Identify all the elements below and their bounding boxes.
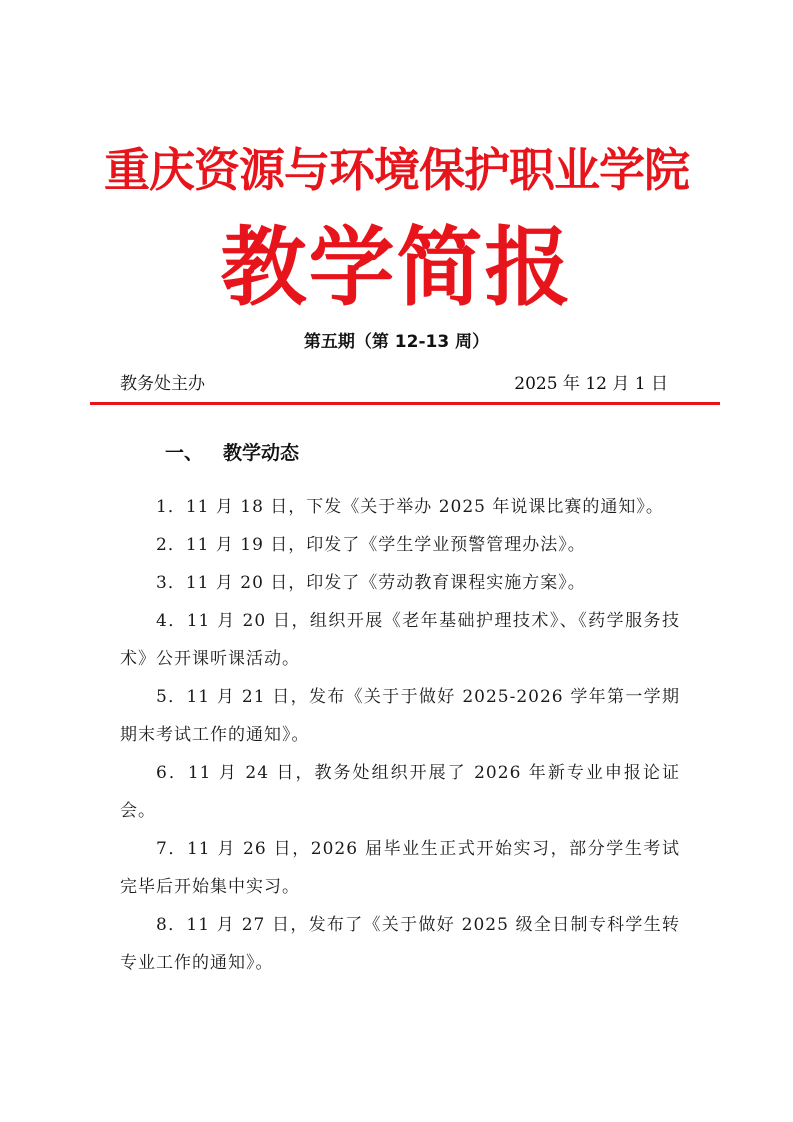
list-item: 3．11 月 20 日，印发了《劳动教育课程实施方案》。 xyxy=(156,573,586,593)
publish-date: 2025 年 12 月 1 日 xyxy=(514,374,668,394)
list-item: 5．11 月 21 日，发布《关于于做好 2025-2026 学年第一学期期末考试工作的通知》。 xyxy=(120,687,680,745)
school-name: 重庆资源与环境保护职业学院 xyxy=(104,143,689,197)
list-item: 6．11 月 24 日，教务处组织开展了 2026 年新专业申报论证会。 xyxy=(120,763,680,821)
news-list xyxy=(120,488,680,982)
organizer: 教务处主办 xyxy=(120,374,205,394)
section-number: 一、 xyxy=(165,442,204,464)
bulletin-title: 教学简报 xyxy=(220,217,573,318)
red-divider xyxy=(90,402,720,405)
list-item: 7．11 月 26 日，2026 届毕业生正式开始实习，部分学生考试完毕后开始集中实习。 xyxy=(120,839,680,897)
list-item: 1．11 月 18 日，下发《关于举办 2025 年说课比赛的通知》。 xyxy=(156,497,664,517)
list-item: 8．11 月 27 日，发布了《关于做好 2025 级全日制专科学生转专业工作的通知》。 xyxy=(120,915,680,973)
list-item: 2．11 月 19 日，印发了《学生学业预警管理办法》。 xyxy=(156,535,586,555)
section-heading xyxy=(165,440,299,466)
list-item: 4．11 月 20 日，组织开展《老年基础护理技术》、《药学服务技术》公开课听课活动。 xyxy=(120,611,680,669)
meta-row xyxy=(120,372,668,396)
issue-number: 第五期（第 12-13 周） xyxy=(303,332,490,352)
section-title: 教学动态 xyxy=(223,442,300,464)
